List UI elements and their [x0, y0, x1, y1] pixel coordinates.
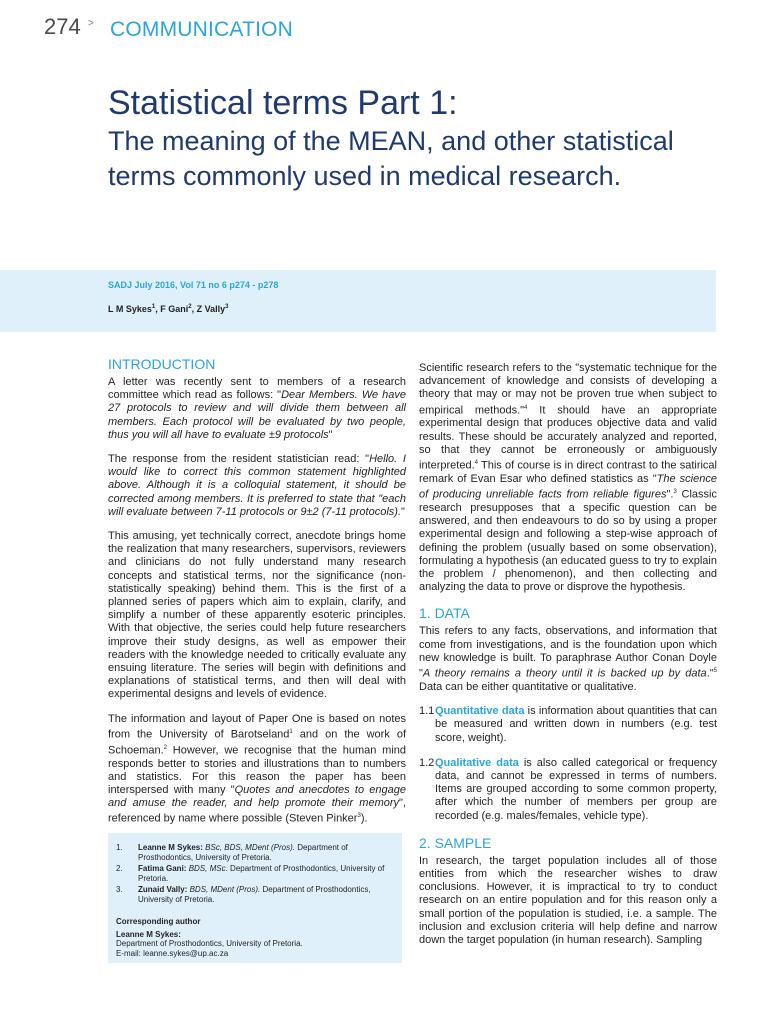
sample-paragraph: In research, the target population includes all of those entities from which the researcher wishes to draw conclusions. However, it is impractical to try to conduct research on an entire population and for this reason only a small portion of the population is studied, i.e. a sample. The inclusion and exclusion criteria will help define and narrow down the target population (in human research). Sampling: [419, 854, 717, 946]
author-affiliation-mark: 3: [225, 304, 229, 310]
qualitative-data-item: 1.2 Qualitative data is also called categorical or frequency data, and cannot be expressed in terms of numbers. Items are grouped according to some common property, after which the number of members per group are recorded (e.g. males/females, vehicle type).: [419, 756, 717, 822]
corresponding-author: [116, 917, 394, 958]
author-affiliation-mark: 1: [151, 304, 156, 310]
title-block: [108, 82, 728, 194]
intro-paragraph-anecdote: This amusing, yet technically correct, anecdote brings home the realization that many researchers, supervisors, reviewers and clinicians do not fully understand many research concepts and statistical terms, nor the significance (non-statistically speaking) behind them. This is the first of a planned series of papers which aim to explain, clarify, and simplify a number of these apparently esoteric principles. With that objective, the series could help future researchers improve their study designs, as well as empower their readers with the knowledge needed to critically evaluate any ensuing literature. The series will begin with definitions and explanations of statistical terms, and then will deal with experimental designs and levels of evidence.: [108, 530, 406, 701]
author-name: Z Vally: [196, 304, 226, 314]
right-column: [419, 362, 717, 958]
sample-heading: 2. SAMPLE: [419, 834, 492, 851]
intro-paragraph-response: The response from the resident statistician read: "Hello. I would like to correct this common statement highlighted above. Although it is a colloquial statement, it should be corrected among members. It is preferred to state that "each will evaluate between 7-11 protocols or 9±2 (7-11 protocols).": [108, 453, 406, 518]
corresponding-email[interactable]: E-mail: leanne.sykes@up.ac.za: [116, 948, 229, 958]
affiliation-item: 2. Fatima Gani: BDS, MSc. Department of Prosthodontics, University of Pretoria.: [116, 864, 385, 883]
author-list: L M Sykes$^1$, F Gani$^2$, Z Vally$^3$: [108, 304, 229, 314]
running-header: [0, 12, 768, 46]
affiliation-item: 1. Leanne M Sykes: BSc, BDS, MDent (Pros). Department of Prosthodontics, University of Pretoria.: [116, 843, 348, 862]
corresponding-department: Department of Prosthodontics, University of Pretoria.: [116, 939, 303, 949]
intro-paragraph-letter: A letter was recently sent to members of a research committee which read as follows: "Dear Members. We have 27 protocols to review and will divide them between all members. Each protocol will be evaluated by two people, thus you will all have to evaluate ±9 protocols": [108, 376, 406, 441]
citation-band: [0, 270, 716, 332]
intro-paragraph-layout: The information and layout of Paper One is based on notes from the University of Barotseland$^1$ and on the work of Schoeman.$^2$ However, we recognise that the human mind responds better to stories and illustrations than to numbers and statistics. For this reason the paper has been interspersed with many "Quotes and anecdotes to engage and amuse the reader, and help promote their memory", referenced by name where possible (Steven Pinker$^3$).: [108, 712, 406, 826]
quantitative-data-item: 1.1 Quantitative data is information about quantities that can be measured and written down in numbers (e.g. test score, weight).: [419, 705, 717, 744]
citation: SADJ July 2016, Vol 71 no 6 p274 - p278: [108, 280, 279, 290]
chevron-right-icon: >: [88, 18, 94, 29]
article-title: Statistical terms Part 1:: [108, 84, 458, 122]
affiliation-list: [116, 843, 394, 907]
author-affiliation-mark: 2: [188, 304, 192, 310]
page-number: 274: [44, 14, 81, 39]
research-paragraph: Scientific research refers to the "systematic technique for the advancement of knowledge and consists of developing a theory that may or may not be proven true when subject to empirical methods."$^4$ It should have an appropriate experimental design that produces objective data and valid results. These should be accurately analyzed and reported, so that they cannot be erroneously or ambiguously interpreted.$^4$ This of course is in direct contrast to the satirical remark of Evan Esar who defined statistics as "The science of producing unreliable facts from reliable figures".$^3$ Classic research presupposes that a specific question can be answered, and then endeavours to do so by using a proper experimental design and following a step-wise approach of defining the problem (usually based on some observation), formulating a hypothesis (an educated guess to try to explain the problem / phenomenon), and then collecting and analyzing the data to prove or disprove the hypothesis.: [419, 362, 718, 594]
section-name: COMMUNICATION: [110, 18, 294, 41]
affiliations-box: [108, 833, 402, 963]
affiliation-item: 3. Zunaid Vally: BDS, MDent (Pros). Department of Prosthodontics, University of Pretoria.: [116, 885, 371, 904]
author-name: F Gani: [160, 304, 189, 314]
corresponding-heading: Corresponding author: [116, 917, 201, 926]
data-paragraph: This refers to any facts, observations, and information that come from investigations, and is the foundation upon which new knowledge is built. To paraphrase Author Conan Doyle "A theory remains a theory until it is backed up by data."$^5$ Data can be either quantitative or qualitative.: [419, 625, 717, 693]
left-column: [108, 356, 406, 837]
corresponding-name: Leanne M Sykes:: [116, 929, 181, 939]
data-heading: 1. DATA: [419, 605, 470, 622]
introduction-heading: INTRODUCTION: [108, 356, 216, 372]
author-name: L M Sykes: [108, 304, 152, 314]
article-subtitle: The meaning of the MEAN, and other statistical terms commonly used in medical research.: [108, 126, 674, 191]
